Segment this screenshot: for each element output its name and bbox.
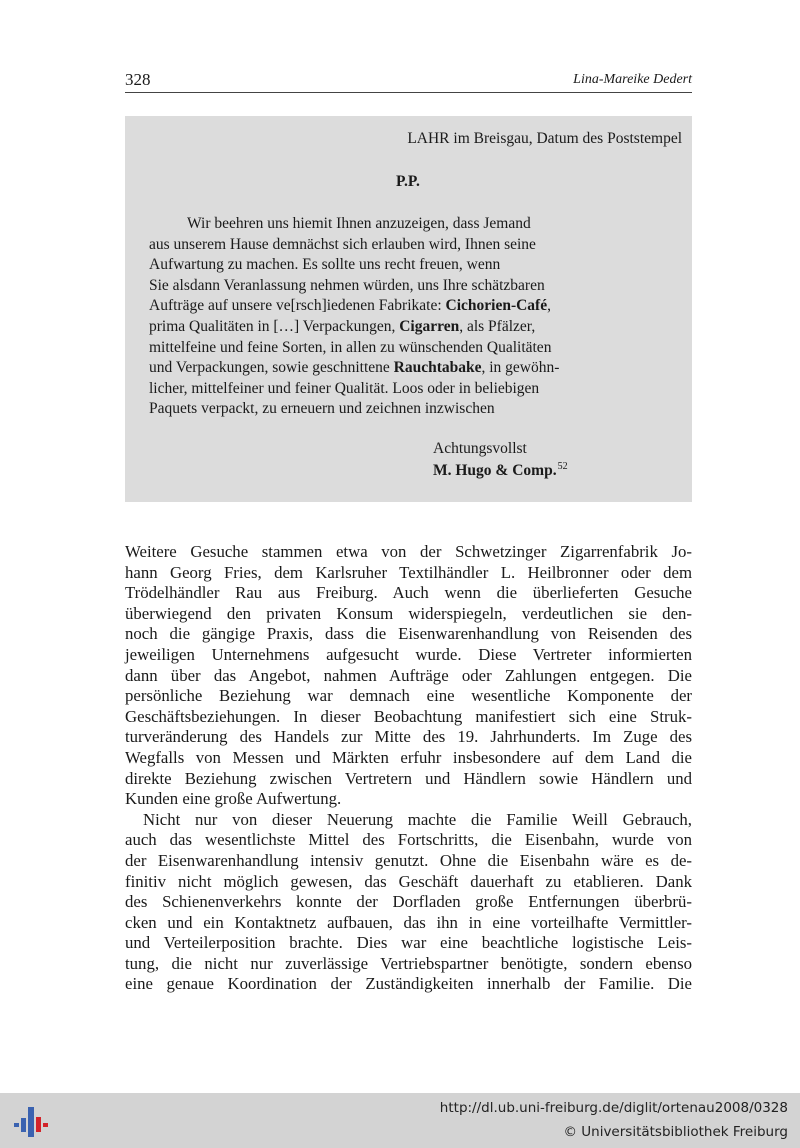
product-name: Cigarren (399, 317, 460, 335)
letter-line: Wir beehren uns hiemit Ihnen anzuzeigen, dass Jemand (187, 215, 531, 232)
letter-line: aus unserem Hause demnächst sich erlauben wird, Ihnen seine (149, 235, 536, 253)
body-text (125, 542, 692, 995)
text-line: überwiegend den privaten Konsum widerspiegeln, verdeutlichen sie den- (125, 603, 692, 623)
text-line: der Eisenwarenhandlung intensiv genutzt. Ohne die Eisenbahn wäre es de- (125, 850, 692, 870)
text-line: dann über das Angebot, nahmen Aufträge oder Zahlungen entgegen. Die (125, 665, 692, 685)
text-line: cken und ein Kontaktnetz aufbauen, das ihn in eine vorteilhafte Vermittler- (125, 912, 692, 932)
text-line: jeweiligen Unternehmens aufgesucht wurde. Diese Vertreter informierten (125, 644, 692, 664)
product-name: Cichorien-Café (445, 297, 548, 315)
text-line: und Verteilerposition brachte. Dies war eine beachtliche logistische Leis- (125, 933, 692, 953)
running-head-author: Lina-Mareike Dedert (573, 72, 692, 87)
text-line: Geschäftsbeziehungen. In dieser Beobachtung manifestiert sich eine Struk- (125, 706, 692, 726)
page-number: 328 (125, 70, 151, 89)
product-name: Rauchtabake (393, 359, 482, 377)
letter-place-date: LAHR im Breisgau, Datum des Poststempel (407, 130, 682, 147)
text-line: Nicht nur von dieser Neuerung machte die Familie Weill Gebrauch, (143, 809, 692, 829)
copyright-notice: © Universitätsbibliothek Freiburg (563, 1124, 788, 1140)
letter-line: und Verpackungen, sowie geschnittene Rauchtabake, in gewöhn- (149, 359, 560, 377)
text-line: persönliche Beziehung war demnach eine wesentliche Komponente der (125, 686, 692, 706)
letter-line: Aufträge auf unsere ve[rsch]iedenen Fabrikate: Cichorien-Café, (149, 297, 551, 315)
text-line: Kunden eine große Aufwertung. (125, 789, 342, 809)
letter-line: Sie alsdann Veranlassung nehmen würden, uns Ihre schätzbaren (149, 276, 545, 294)
text-line: hann Georg Fries, dem Karlsruher Textilhändler L. Heilbronner oder dem (125, 562, 692, 582)
letter-line: mittelfeine und feine Sorten, in allen zu wünschenden Qualitäten (149, 338, 552, 356)
letter-line: Aufwartung zu machen. Es sollte uns recht freuen, wenn (149, 256, 501, 274)
letter-closing: Achtungsvollst (433, 440, 527, 457)
text-line: auch das wesentlichste Mittel des Fortschritts, die Eisenbahn, wurde von (125, 830, 692, 850)
text-line: Wegfalls von Messen und Märkten erfuhr insbesondere auf dem Land die (125, 747, 692, 767)
page-header (125, 70, 692, 93)
letter-line: prima Qualitäten in […] Verpackungen, Cigarren, als Pfälzer, (149, 317, 536, 335)
ub-freiburg-logo-icon (10, 1099, 54, 1143)
footer-bar (0, 1093, 800, 1148)
quoted-letter-box (125, 116, 692, 502)
text-line: turveränderung des Handels zur Mitte des 19. Jahrhunderts. Im Zuge des (125, 727, 692, 747)
text-line: des Schienenverkehrs konnte der Dorfladen große Entfernungen überbrü- (125, 892, 692, 912)
document-url-link[interactable]: http://dl.ub.uni-freiburg.de/diglit/ortenau2008/0328 (439, 1100, 788, 1116)
text-line: direkte Beziehung zwischen Vertretern und Händlern sowie Händlern und (125, 768, 692, 788)
text-line: tung, die nicht nur zuverlässige Vertriebspartner benötigte, sondern ebenso (125, 953, 692, 973)
letter-line: Paquets verpackt, zu erneuern und zeichnen inzwischen (149, 400, 495, 418)
text-line: eine genaue Koordination der Zuständigkeiten innerhalb der Familie. Die (125, 974, 692, 994)
footnote-reference[interactable]: 52 (557, 461, 568, 472)
text-line: Trödelhändler Rau aus Freiburg. Auch wenn die überlieferten Gesuche (125, 583, 692, 603)
text-line: finitiv nicht möglich gewesen, das Geschäft dauerhaft zu etablieren. Dank (125, 871, 692, 891)
text-line: noch die gängige Praxis, dass die Eisenwarenhandlung von Reisenden des (125, 624, 692, 644)
letter-body (149, 214, 669, 420)
text-line: Weitere Gesuche stammen etwa von der Schwetzinger Zigarrenfabrik Jo- (125, 542, 692, 561)
letter-signature: M. Hugo & Comp.$^{52}$ (433, 461, 568, 479)
letter-line: licher, mittelfeiner und feiner Qualität. Loos oder in beliebigen (149, 379, 540, 397)
letter-salutation: P.P. (396, 173, 420, 190)
